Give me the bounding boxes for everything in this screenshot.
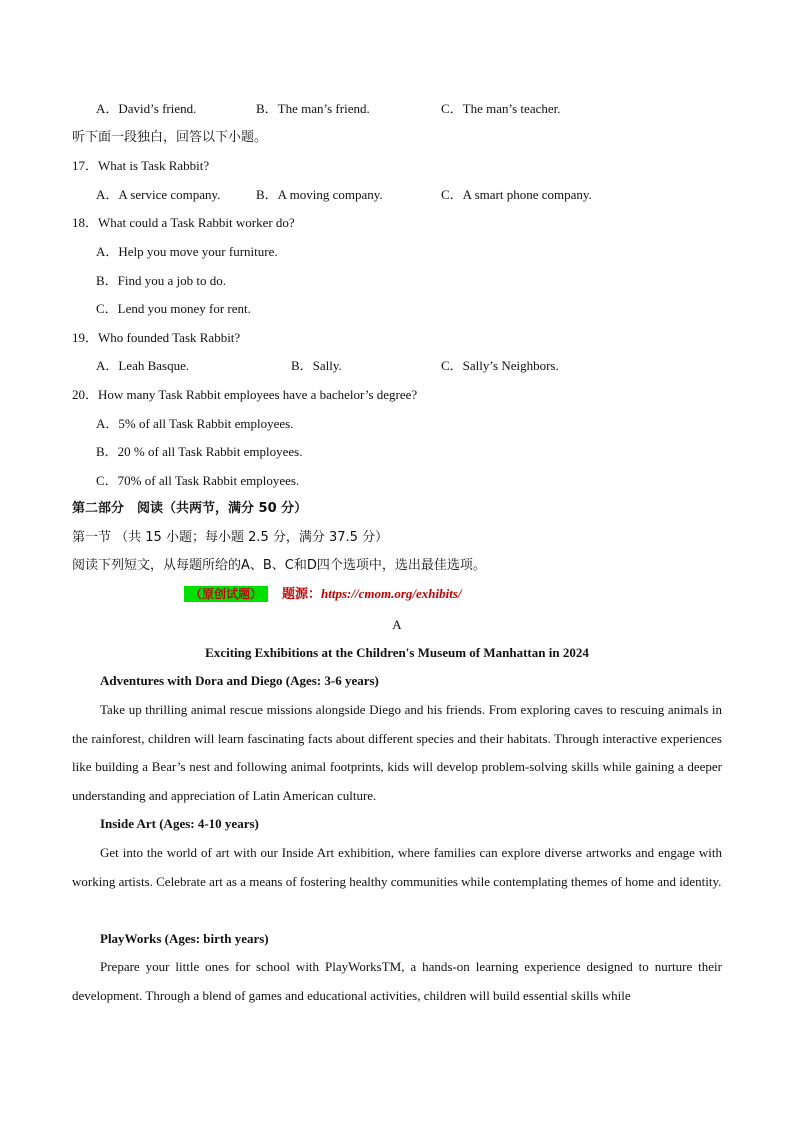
q17-stem: 17．What is Task Rabbit? [72, 158, 210, 173]
passage-letter: A [392, 617, 402, 632]
q20-stem: 20．How many Task Rabbit employees have a bachelor’s degree? [72, 387, 418, 402]
source-line [184, 586, 462, 603]
q20-option-a: A．5% of all Task Rabbit employees. [96, 416, 294, 431]
q18-stem: 18．What could a Task Rabbit worker do? [72, 215, 295, 230]
paragraph-playworks [72, 953, 722, 1010]
monologue-instruction: 听下面一段独白，回答以下小题。 [72, 130, 268, 145]
q20-option-b: B．20 % of all Task Rabbit employees. [96, 444, 303, 459]
q19-option-c: C．Sally’s Neighbors. [441, 358, 559, 373]
section-heading-dora-diego: Adventures with Dora and Diego (Ages: 3-6 years) [100, 673, 379, 688]
q19-option-a: A．Leah Basque. [96, 358, 190, 373]
q17-option-b: B．A moving company. [256, 187, 383, 202]
section1-heading: 第一节 （共 15 小题；每小题 2.5 分，满分 37.5 分） [72, 530, 389, 545]
q16-option-c: C．The man’s teacher. [441, 101, 561, 116]
q19-stem: 19．Who founded Task Rabbit? [72, 330, 241, 345]
original-question-tag: （原创试题） [184, 586, 268, 602]
passage-title: Exciting Exhibitions at the Children's Museum of Manhattan in 2024 [205, 645, 589, 660]
section-heading-inside-art: Inside Art (Ages: 4-10 years) [100, 816, 259, 831]
paragraph-playworks-text: Prepare your little ones for school with PlayWorksTM, a hands-on learning experience designed to nurture their development. Through a blend of games and educational activities, children will build essential skills while [72, 959, 722, 1003]
source-link[interactable]: https://cmom.org/exhibits/ [321, 586, 462, 601]
paragraph-dora-diego-text: Take up thrilling animal rescue missions alongside Diego and his friends. From exploring caves to rescuing animals in the rainforest, children will learn fascinating facts about different species and their habitats. Through interactive experiences like building a Bear’s nest and following animal footprints, kids will develop problem-solving skills while gaining a deeper understanding and appreciation of Latin American culture. [72, 702, 722, 803]
paragraph-inside-art [72, 839, 722, 896]
part2-heading: 第二部分 阅读（共两节，满分 50 分） [72, 501, 308, 516]
q17-option-a: A．A service company. [96, 187, 221, 202]
q18-option-b: B．Find you a job to do. [96, 273, 227, 288]
q16-option-b: B．The man’s friend. [256, 101, 370, 116]
q20-option-c: C．70% of all Task Rabbit employees. [96, 473, 300, 488]
section-heading-playworks: PlayWorks (Ages: birth years) [100, 931, 269, 946]
q17-option-c: C．A smart phone company. [441, 187, 592, 202]
q16-option-a: A．David’s friend. [96, 101, 197, 116]
paragraph-inside-art-text: Get into the world of art with our Inside Art exhibition, where families can explore diverse artworks and engage with working artists. Celebrate art as a means of fostering healthy communities while contemplating themes of home and identity. [72, 845, 722, 889]
q18-option-c: C．Lend you money for rent. [96, 301, 251, 316]
q19-option-b: B．Sally. [291, 358, 342, 373]
reading-instruction: 阅读下列短文，从每题所给的A、B、C和D四个选项中，选出最佳选项。 [72, 558, 486, 573]
q18-option-a: A．Help you move your furniture. [96, 244, 278, 259]
source-label: 题源： [282, 587, 322, 602]
paragraph-dora-diego [72, 696, 722, 810]
